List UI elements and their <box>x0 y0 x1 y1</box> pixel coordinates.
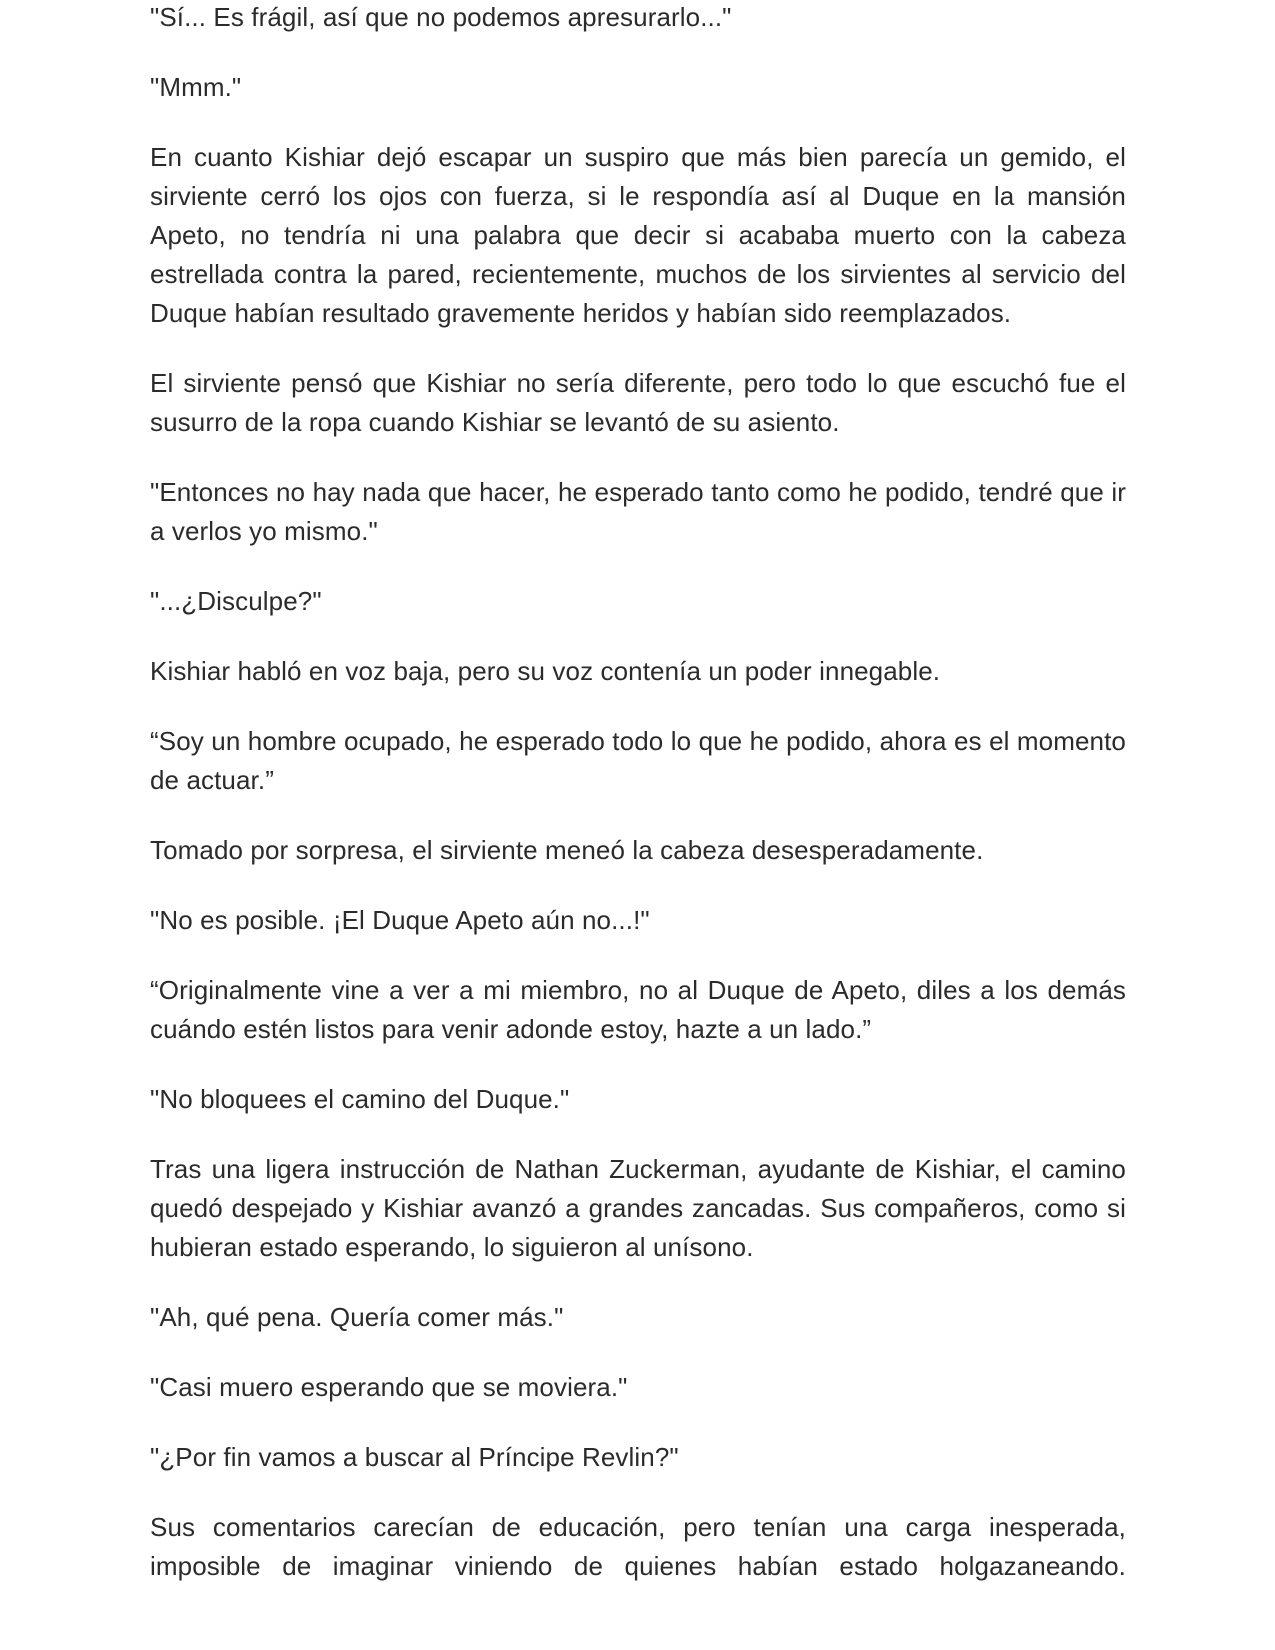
paragraph: "Entonces no hay nada que hacer, he esperado tanto como he podido, tendré que ir a verlos yo mismo." <box>150 477 1126 546</box>
paragraph: "¿Por fin vamos a buscar al Príncipe Revlin?" <box>150 1442 679 1472</box>
paragraph: Sus comentarios carecían de educación, pero tenían una carga inesperada, imposible de imaginar viniendo de quienes habían estado holgazaneando. <box>150 1512 1126 1581</box>
paragraph: "...¿Disculpe?" <box>150 586 322 616</box>
document-page <box>150 0 1126 1617</box>
paragraph: "Ah, qué pena. Quería comer más." <box>150 1302 564 1332</box>
paragraph: "No es posible. ¡El Duque Apeto aún no...!" <box>150 905 650 935</box>
paragraph: “Originalmente vine a ver a mi miembro, no al Duque de Apeto, diles a los demás cuándo estén listos para venir adonde estoy, hazte a un lado.” <box>150 975 1126 1044</box>
paragraph: En cuanto Kishiar dejó escapar un suspiro que más bien parecía un gemido, el sirviente cerró los ojos con fuerza, si le respondía así al Duque en la mansión Apeto, no tendría ni una palabra que decir si acababa muerto con la cabeza estrellada contra la pared, recientemente, muchos de los sirvientes al servicio del Duque habían resultado gravemente heridos y habían sido reemplazados. <box>150 142 1126 328</box>
paragraph: Kishiar habló en voz baja, pero su voz contenía un poder innegable. <box>150 656 941 686</box>
paragraph: "No bloquees el camino del Duque." <box>150 1084 570 1114</box>
paragraph: Tras una ligera instrucción de Nathan Zuckerman, ayudante de Kishiar, el camino quedó despejado y Kishiar avanzó a grandes zancadas. Sus compañeros, como si hubieran estado esperando, lo siguieron al unísono. <box>150 1154 1126 1262</box>
paragraph: "Mmm." <box>150 72 242 102</box>
paragraph: "Casi muero esperando que se moviera." <box>150 1372 628 1402</box>
paragraph: “Soy un hombre ocupado, he esperado todo lo que he podido, ahora es el momento de actuar.” <box>150 726 1126 795</box>
paragraph: El sirviente pensó que Kishiar no sería diferente, pero todo lo que escuchó fue el susurro de la ropa cuando Kishiar se levantó de su asiento. <box>150 368 1126 437</box>
paragraph: Tomado por sorpresa, el sirviente meneó la cabeza desesperadamente. <box>150 835 984 865</box>
paragraph: "Sí... Es frágil, así que no podemos apresurarlo..." <box>150 2 732 32</box>
